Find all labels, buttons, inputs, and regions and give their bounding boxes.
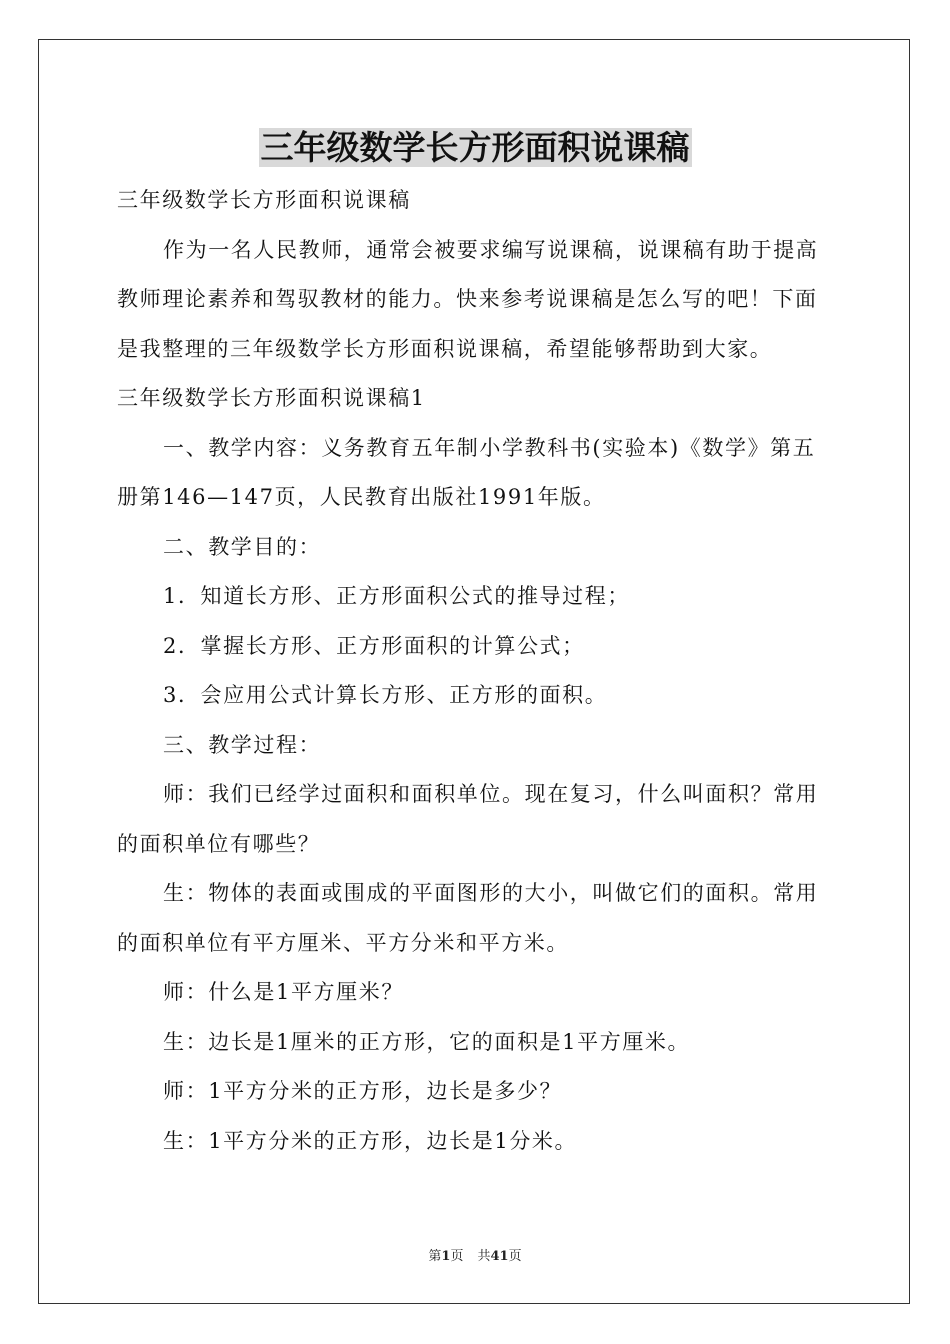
goal-item: 3．会应用公式计算长方形、正方形的面积。 xyxy=(163,683,608,707)
goal-item: 1．知道长方形、正方形面积公式的推导过程； xyxy=(163,584,630,608)
dialogue-line: 生：物体的表面或围成的平面图形的大小，叫做它们的面积。常用的面积单位有平方厘米、平方分米和平方米。 xyxy=(117,881,819,955)
intro-paragraph: 作为一名人民教师，通常会被要求编写说课稿，说课稿有助于提高教师理论素养和驾驭教材的能力。快来参考说课稿是怎么写的吧！下面是我整理的三年级数学长方形面积说课稿，希望能够帮助到大家。 xyxy=(117,237,819,361)
total-prefix: 共 xyxy=(477,1249,491,1264)
page-prefix: 第 xyxy=(428,1249,442,1264)
dialogue-line: 师：我们已经学过面积和面积单位。现在复习，什么叫面积？常用的面积单位有哪些？ xyxy=(117,782,819,856)
document-body xyxy=(117,176,837,1166)
teaching-process-heading: 三、教学过程： xyxy=(163,732,322,757)
subtitle-paragraph: 三年级数学长方形面积说课稿 xyxy=(117,188,411,212)
total-pages: 41 xyxy=(490,1249,509,1264)
page-footer xyxy=(0,1248,950,1266)
total-suffix: 页 xyxy=(508,1249,522,1264)
dialogue-line: 生：边长是1厘米的正方形，它的面积是1平方厘米。 xyxy=(163,1029,691,1054)
page-suffix: 页 xyxy=(450,1249,464,1264)
section-heading: 三年级数学长方形面积说课稿1 xyxy=(117,386,426,410)
dialogue-line: 师：1平方分米的正方形，边长是多少？ xyxy=(163,1079,563,1103)
goal-item: 2．掌握长方形、正方形面积的计算公式； xyxy=(163,633,585,658)
teaching-goals-heading: 二、教学目的： xyxy=(163,534,322,559)
dialogue-line: 生：1平方分米的正方形，边长是1分米。 xyxy=(163,1128,578,1153)
document-title-text: 三年级数学长方形面积说课稿 xyxy=(260,128,690,167)
page-number: 1 xyxy=(441,1249,451,1264)
dialogue-line: 师：什么是1平方厘米？ xyxy=(163,980,404,1004)
teaching-content-paragraph: 一、教学内容：义务教育五年制小学教科书(实验本)《数学》第五册第146—147页，人民教育出版社1991年版。 xyxy=(117,435,816,509)
document-title xyxy=(0,126,950,170)
